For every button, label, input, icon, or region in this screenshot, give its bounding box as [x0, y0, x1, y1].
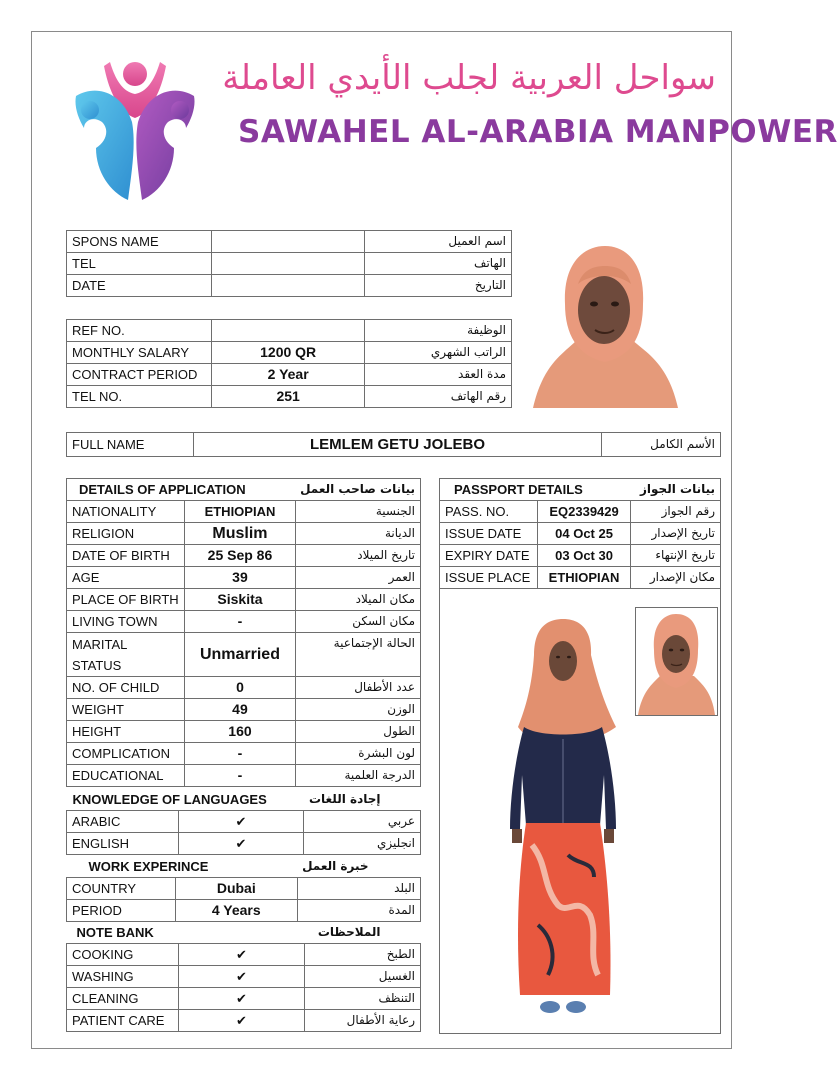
table-row — [67, 966, 421, 988]
field-value: ETHIOPIAN — [537, 567, 630, 589]
field-label: TEL NO. — [67, 386, 212, 408]
field-label: CLEANING — [67, 988, 179, 1010]
section-heading-row — [67, 479, 421, 501]
table-row — [67, 900, 421, 922]
table-row — [67, 433, 721, 457]
field-label-arabic: مكان الإصدار — [631, 567, 721, 589]
field-label-arabic: الديانة — [295, 523, 420, 545]
table-row — [67, 275, 512, 297]
field-value: 4 Years — [176, 900, 298, 922]
table-row — [67, 567, 421, 589]
check-icon: ✔ — [178, 966, 304, 988]
field-label: EXPIRY DATE — [440, 545, 538, 567]
experience-table — [66, 856, 421, 922]
table-row — [67, 743, 421, 765]
field-value — [211, 253, 364, 275]
field-label-arabic: الوزن — [295, 699, 420, 721]
field-label: ISSUE DATE — [440, 523, 538, 545]
table-row — [67, 988, 421, 1010]
full-name-value: LEMLEM GETU JOLEBO — [193, 433, 601, 457]
table-row — [67, 699, 421, 721]
section-heading-arabic: بيانات الجواز — [631, 479, 721, 501]
field-label: NO. OF CHILD — [67, 677, 185, 699]
field-label-arabic: مدة العقد — [365, 364, 512, 386]
field-label: DATE OF BIRTH — [67, 545, 185, 567]
field-label-arabic: انجليزي — [304, 833, 421, 855]
field-value: Siskita — [185, 589, 295, 611]
field-label: ARABIC — [67, 811, 179, 833]
field-value: 03 Oct 30 — [537, 545, 630, 567]
field-label: ENGLISH — [67, 833, 179, 855]
field-label-arabic: اسم العميل — [365, 231, 512, 253]
field-value: ETHIOPIAN — [185, 501, 295, 523]
field-value — [211, 275, 364, 297]
table-row — [67, 342, 512, 364]
field-label-arabic: عربي — [304, 811, 421, 833]
section-heading-arabic: بيانات صاحب العمل — [295, 479, 420, 501]
passport-photo — [635, 607, 718, 716]
table-row — [67, 253, 512, 275]
section-heading-arabic: خبرة العمل — [302, 859, 369, 873]
job-table — [66, 319, 512, 408]
field-label: DATE — [67, 275, 212, 297]
field-label-arabic: تاريخ الميلاد — [295, 545, 420, 567]
table-row — [67, 1010, 421, 1032]
table-row — [67, 944, 421, 966]
table-row — [440, 567, 721, 589]
field-label: WEIGHT — [67, 699, 185, 721]
table-row — [67, 231, 512, 253]
field-label-arabic: التنظف — [305, 988, 421, 1010]
field-label-arabic: العمر — [295, 567, 420, 589]
section-heading-row — [67, 789, 421, 811]
field-label-arabic: البلد — [297, 878, 420, 900]
table-row — [67, 364, 512, 386]
check-icon: ✔ — [178, 811, 304, 833]
field-label: AGE — [67, 567, 185, 589]
section-heading-row — [67, 856, 421, 878]
field-label: CONTRACT PERIOD — [67, 364, 212, 386]
table-row — [67, 589, 421, 611]
field-label: FULL NAME — [67, 433, 194, 457]
field-label: PATIENT CARE — [67, 1010, 179, 1032]
company-name-arabic: سواحل العربية لجلب الأيدي العاملة — [222, 58, 716, 98]
field-label: NATIONALITY — [67, 501, 185, 523]
section-heading-row — [440, 479, 721, 501]
field-label: EDUCATIONAL — [67, 765, 185, 787]
table-row — [67, 386, 512, 408]
field-label: COMPLICATION — [67, 743, 185, 765]
check-icon: ✔ — [178, 988, 304, 1010]
field-value: - — [185, 743, 295, 765]
field-value — [211, 231, 364, 253]
field-label: RELIGION — [67, 523, 185, 545]
field-label-arabic: تاريخ الإصدار — [631, 523, 721, 545]
table-row — [67, 765, 421, 787]
field-value: Muslim — [185, 523, 295, 545]
field-value: 2 Year — [211, 364, 364, 386]
table-row — [67, 633, 421, 677]
field-value: 160 — [185, 721, 295, 743]
field-value: 25 Sep 86 — [185, 545, 295, 567]
field-value: EQ2339429 — [537, 501, 630, 523]
field-label: PASS. NO. — [440, 501, 538, 523]
table-row — [67, 523, 421, 545]
field-label: COUNTRY — [67, 878, 176, 900]
field-label-arabic: الدرجة العلمية — [295, 765, 420, 787]
field-label-arabic: مكان الميلاد — [295, 589, 420, 611]
field-label: LIVING TOWN — [67, 611, 185, 633]
field-label-arabic: رقم الهاتف — [365, 386, 512, 408]
table-row — [67, 501, 421, 523]
field-value: - — [185, 611, 295, 633]
field-label-arabic: الهاتف — [365, 253, 512, 275]
table-row — [67, 677, 421, 699]
table-row — [67, 611, 421, 633]
passport-table — [439, 478, 721, 589]
table-row — [440, 523, 721, 545]
field-label: MONTHLY SALARY — [67, 342, 212, 364]
field-label: COOKING — [67, 944, 179, 966]
field-label-arabic: الجنسية — [295, 501, 420, 523]
section-heading: NOTE BANK — [76, 925, 154, 940]
table-row — [67, 811, 421, 833]
section-heading: WORK EXPERINCE — [88, 859, 209, 874]
field-value: 1200 QR — [211, 342, 364, 364]
field-label: WASHING — [67, 966, 179, 988]
table-row — [440, 545, 721, 567]
languages-table — [66, 789, 421, 855]
table-row — [67, 833, 421, 855]
field-value: 49 — [185, 699, 295, 721]
table-row — [67, 320, 512, 342]
field-value: 0 — [185, 677, 295, 699]
check-icon: ✔ — [178, 944, 304, 966]
section-heading: DETAILS OF APPLICATION — [67, 479, 296, 501]
field-label-arabic: الغسيل — [305, 966, 421, 988]
field-label-arabic: الحالة الإجتماعية — [295, 633, 420, 677]
field-label-arabic: الطبخ — [305, 944, 421, 966]
note-bank-table — [66, 922, 421, 1032]
field-label-arabic: الطول — [295, 721, 420, 743]
field-label: TEL — [67, 253, 212, 275]
field-label-arabic: رقم الجواز — [631, 501, 721, 523]
field-label-arabic: لون البشرة — [295, 743, 420, 765]
field-label: REF NO. — [67, 320, 212, 342]
field-value: Dubai — [176, 878, 298, 900]
section-heading-arabic: الملاحظات — [317, 925, 381, 939]
section-heading-arabic: إجادة اللغات — [308, 792, 381, 806]
check-icon: ✔ — [178, 1010, 304, 1032]
field-label: PERIOD — [67, 900, 176, 922]
field-label-arabic: المدة — [297, 900, 420, 922]
field-label: HEIGHT — [67, 721, 185, 743]
field-label: SPONS NAME — [67, 231, 212, 253]
field-label-arabic: الراتب الشهري — [365, 342, 512, 364]
field-label-arabic: التاريخ — [365, 275, 512, 297]
field-label-arabic: رعاية الأطفال — [305, 1010, 421, 1032]
field-label-arabic: الوظيفة — [365, 320, 512, 342]
company-name-english: SAWAHEL AL-ARABIA MANPOWER — [238, 114, 838, 150]
table-row — [67, 545, 421, 567]
field-value: 251 — [211, 386, 364, 408]
sponsor-table — [66, 230, 512, 297]
field-value: 04 Oct 25 — [537, 523, 630, 545]
field-label-arabic: تاريخ الإنتهاء — [631, 545, 721, 567]
field-label-arabic: عدد الأطفال — [295, 677, 420, 699]
section-heading: KNOWLEDGE OF LANGUAGES — [72, 792, 267, 807]
company-logo — [66, 52, 204, 202]
check-icon: ✔ — [178, 833, 304, 855]
full-name-table — [66, 432, 721, 457]
field-value: Unmarried — [185, 633, 295, 677]
field-label: MARITAL STATUS — [67, 633, 185, 677]
section-heading-row — [67, 922, 421, 944]
field-value — [211, 320, 364, 342]
section-heading: PASSPORT DETAILS — [440, 479, 631, 501]
field-label: ISSUE PLACE — [440, 567, 538, 589]
applicant-full-body-photo — [498, 615, 628, 1027]
applicant-headshot-photo — [523, 244, 686, 408]
field-label-arabic: الأسم الكامل — [602, 433, 721, 457]
field-label-arabic: مكان السكن — [295, 611, 420, 633]
table-row — [67, 721, 421, 743]
application-table — [66, 478, 421, 787]
table-row — [67, 878, 421, 900]
table-row — [440, 501, 721, 523]
field-value: - — [185, 765, 295, 787]
field-label: PLACE OF BIRTH — [67, 589, 185, 611]
field-value: 39 — [185, 567, 295, 589]
